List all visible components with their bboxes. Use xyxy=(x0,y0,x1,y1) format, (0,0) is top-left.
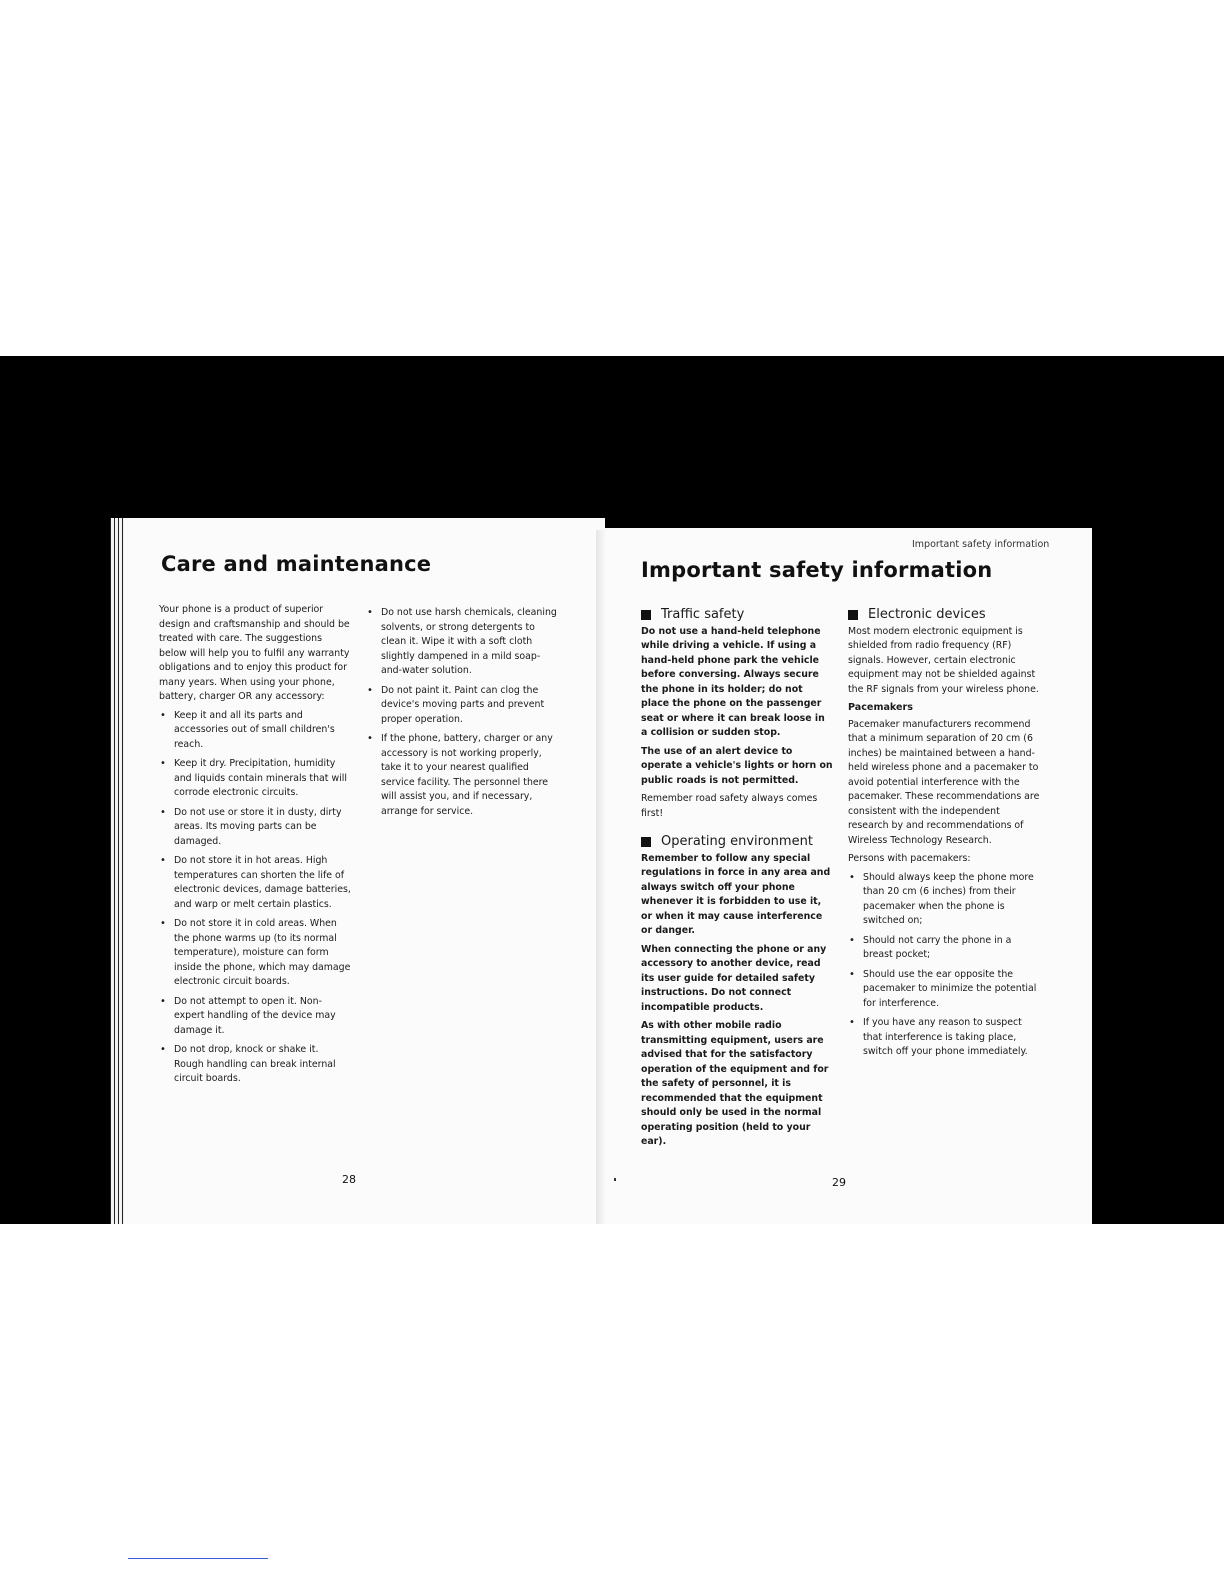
list-item: • Do not store it in cold areas. When the phone warms up (to its normal temperature), moisture can form inside the phone, which may damage electronic circuit boards. xyxy=(159,917,351,990)
electronic-devices-heading: Electronic devices xyxy=(848,608,1040,623)
list-item: • Keep it dry. Precipitation, humidity and liquids contain minerals that will corrode electronic circuits. xyxy=(159,757,351,801)
pacemakers-paragraph: Pacemaker manufacturers recommend that a minimum separation of 20 cm (6 inches) be maintained between a hand-held wireless phone and a pacemaker to avoid potential interference with the pacemaker. These recommendations are consistent with the independent research by and recommendations of Wireless Technology Research. xyxy=(848,718,1040,846)
list-item: • Should use the ear opposite the pacemaker to minimize the potential for interference. xyxy=(848,968,1040,1012)
list-item: • Do not store it in hot areas. High temperatures can shorten the life of electronic devices, damage batteries, and warp or melt certain plastics. xyxy=(159,854,351,912)
list-item: • Should always keep the phone more than 20 cm (6 inches) from their pacemaker when the phone is switched on; xyxy=(848,871,1040,929)
book-spine xyxy=(596,530,606,1224)
list-item: • Do not use or store it in dusty, dirty areas. Its moving parts can be damaged. xyxy=(159,806,351,850)
page-edges xyxy=(110,518,124,1224)
list-item: • Do not use harsh chemicals, cleaning solvents, or strong detergents to clean it. Wipe it with a soft cloth slightly dampened in a mild soap-and-water solution. xyxy=(366,606,558,679)
running-head: Important safety information xyxy=(912,539,1050,550)
care-bullet-list-2 xyxy=(366,606,558,819)
operating-environment-heading: Operating environment xyxy=(641,835,833,850)
list-item: • If you have any reason to suspect that interference is taking place, switch off your phone immediately. xyxy=(848,1016,1040,1060)
square-bullet-icon xyxy=(848,610,858,620)
safety-column-1 xyxy=(641,608,833,1154)
list-item: • Do not paint it. Paint can clog the device's moving parts and prevent proper operation. xyxy=(366,684,558,728)
pacemakers-heading: Pacemakers xyxy=(848,702,913,713)
list-item: • If the phone, battery, charger or any accessory is not working properly, take it to your nearest qualified service facility. The personnel there will assist you, and if necessary, arrange for service. xyxy=(366,732,558,819)
traffic-paragraph-2: The use of an alert device to operate a vehicle's lights or horn on public roads is not permitted. xyxy=(641,745,833,786)
traffic-paragraph-1: Do not use a hand-held telephone while driving a vehicle. If using a hand-held phone park the vehicle before conversing. Always secure the phone in its holder; do not place the phone on the passenger seat or where it can break loose in a collision or sudden stop. xyxy=(641,625,825,738)
operating-paragraph-3: As with other mobile radio transmitting equipment, users are advised that for the satisfactory operation of the equipment and for the safety of personnel, it is recommended that the equipment should only be used in the normal operating position (held to your ear). xyxy=(641,1020,829,1147)
electronic-paragraph-1: Most modern electronic equipment is shielded from radio frequency (RF) signals. However, certain electronic equipment may not be shielded against the RF signals from your wireless phone. xyxy=(848,625,1039,695)
care-column-1 xyxy=(159,603,351,1092)
scan-speck xyxy=(614,1178,616,1181)
pacemakers-bullet-list xyxy=(848,871,1040,1060)
page-number-left: 28 xyxy=(342,1173,356,1186)
safety-column-2 xyxy=(848,608,1040,1065)
list-item: • Keep it and all its parts and accessories out of small children's reach. xyxy=(159,709,351,753)
pacemakers-intro: Persons with pacemakers: xyxy=(848,853,971,864)
operating-paragraph-1: Remember to follow any special regulations in force in any area and always switch off your phone whenever it is forbidden to use it, or when it may cause interference or danger. xyxy=(641,852,831,936)
square-bullet-icon xyxy=(641,610,651,620)
traffic-paragraph-3: Remember road safety always comes first! xyxy=(641,793,818,819)
list-item: • Do not attempt to open it. Non-expert handling of the device may damage it. xyxy=(159,995,351,1039)
list-item: • Do not drop, knock or shake it. Rough handling can break internal circuit boards. xyxy=(159,1043,351,1087)
page-title-care: Care and maintenance xyxy=(161,552,432,576)
care-intro: Your phone is a product of superior design and craftsmanship and should be treated with care. The suggestions below will help you to fulfil any warranty obligations and to enjoy this product for many years. When using your phone, battery, charger OR any accessory: xyxy=(159,604,350,702)
care-bullet-list-1 xyxy=(159,709,351,1087)
scan-underline-mark xyxy=(128,1558,268,1559)
traffic-safety-heading: Traffic safety xyxy=(641,608,833,623)
square-bullet-icon xyxy=(641,837,651,847)
page-title-safety: Important safety information xyxy=(641,558,993,582)
care-column-2 xyxy=(366,606,558,824)
page-number-right: 29 xyxy=(832,1176,846,1189)
operating-paragraph-2: When connecting the phone or any accessory to another device, read its user guide for detailed safety instructions. Do not connect incompatible products. xyxy=(641,943,827,1013)
list-item: • Should not carry the phone in a breast pocket; xyxy=(848,934,1040,963)
